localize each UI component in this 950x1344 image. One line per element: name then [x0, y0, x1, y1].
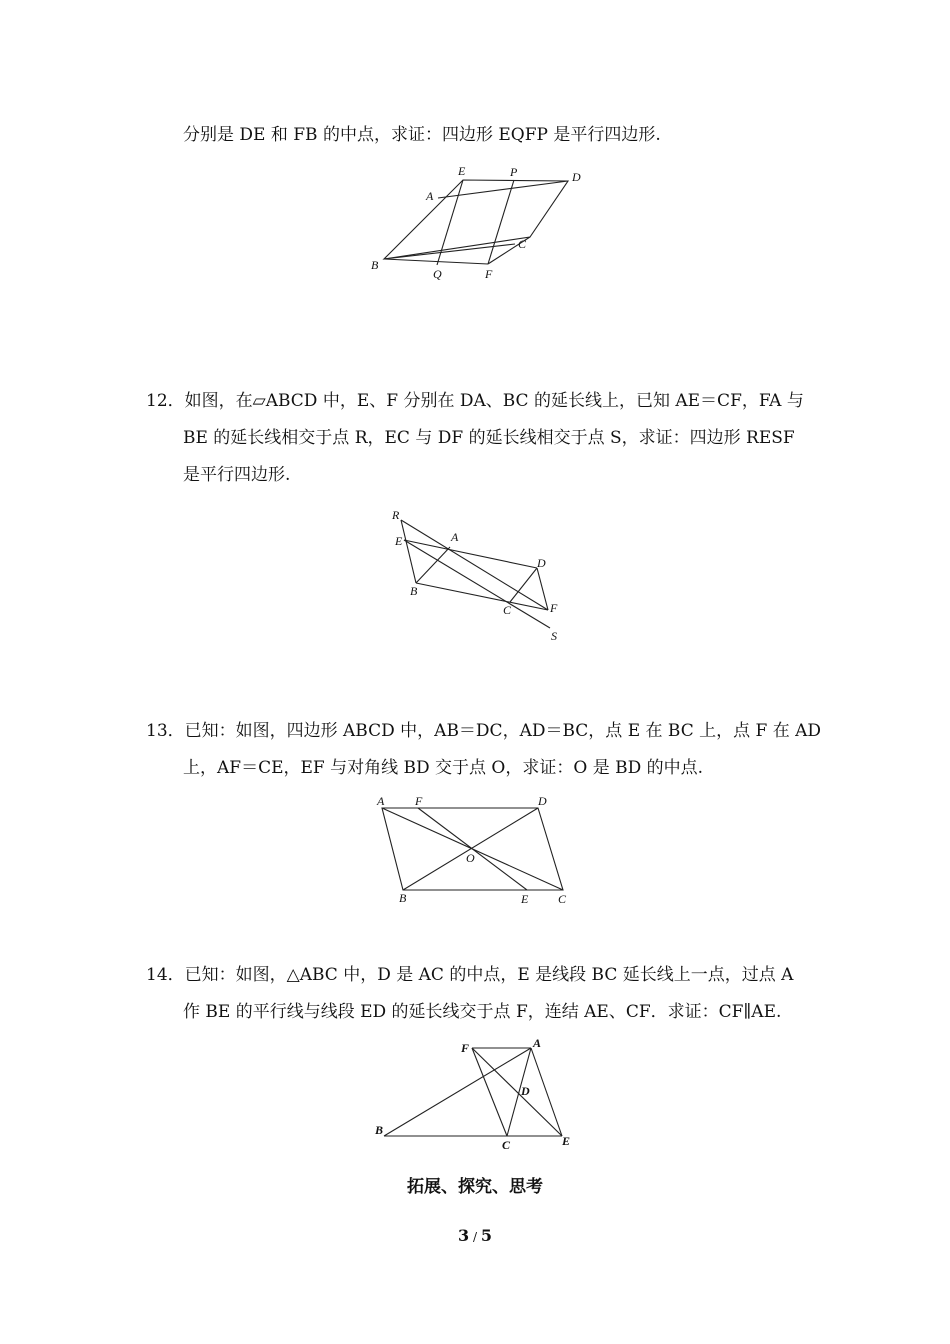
q13-label-E: E [521, 892, 529, 906]
q14-text-line2: 作 BE 的平行线与线段 ED 的延长线交于点 F，连结 AE、CF．求证：CF∥AE. [183, 1002, 782, 1022]
q12-segment-ED [404, 540, 537, 568]
q14-segment-FE [472, 1048, 562, 1136]
q11-parallelogram-outer [384, 180, 568, 259]
q12-segment-ES [404, 540, 550, 628]
q14-segment-AB [384, 1048, 531, 1136]
q13-label-B: B [399, 891, 407, 905]
q12-label-D: D [537, 556, 546, 570]
q12-label-R: R [392, 508, 400, 522]
q12-figure [385, 505, 570, 645]
q14-label-B: B [375, 1123, 384, 1137]
q12-label-S: S [551, 629, 557, 643]
section-title: 拓展、探究、思考 [407, 1177, 543, 1197]
q14-label-A: A [533, 1036, 542, 1050]
q13-figure [370, 792, 580, 907]
q12-segment-RF [401, 520, 548, 610]
q11-segment-PF [488, 180, 514, 264]
q12-label-E: E [395, 534, 403, 548]
q14-segment-FC [472, 1048, 507, 1136]
q13-label-C: C [558, 892, 567, 906]
q11-label-Q: Q [433, 267, 442, 281]
q11-text: 分别是 DE 和 FB 的中点，求证：四边形 EQFP 是平行四边形. [183, 125, 661, 145]
q11-label-C: C [518, 237, 527, 251]
q14-label-D: D [521, 1084, 530, 1098]
q11-label-F: F [485, 267, 493, 281]
q12-label-B: B [410, 584, 418, 598]
q11-label-E: E [458, 164, 466, 178]
q13-label-A: A [377, 794, 385, 808]
q11-label-P: P [510, 165, 518, 179]
q11-label-B: B [371, 258, 379, 272]
page-footer: 3 / 5 [458, 1226, 492, 1245]
q13-text-line1: 13．已知：如图，四边形 ABCD 中，AB＝DC，AD＝BC，点 E 在 BC 上，点 F 在 AD [146, 721, 822, 741]
q14-figure [370, 1032, 580, 1154]
q12-label-A: A [451, 530, 459, 544]
q11-segment-BC [384, 244, 515, 259]
q13-label-O: O [466, 851, 475, 865]
q12-label-F: F [550, 601, 558, 615]
q14-label-C: C [502, 1138, 511, 1152]
q11-figure [360, 160, 600, 285]
q12-label-C: C [503, 603, 512, 617]
q13-segment-FE [418, 808, 527, 890]
q11-label-D: D [572, 170, 581, 184]
q12-text-line3: 是平行四边形. [183, 465, 291, 485]
q13-label-F: F [415, 794, 423, 808]
q12-segment-DC [510, 568, 537, 602]
q12-segment-RB [401, 520, 416, 583]
q14-label-E: E [562, 1134, 571, 1148]
q13-text-line2: 上，AF＝CE，EF 与对角线 BD 交于点 O，求证：O 是 BD 的中点. [183, 758, 704, 778]
q14-label-F: F [461, 1041, 470, 1055]
page-number: 3 [458, 1226, 470, 1245]
page-total: 5 [480, 1226, 492, 1245]
q13-label-D: D [538, 794, 547, 808]
q11-segment-AD [438, 181, 568, 198]
q14-text-line1: 14．已知：如图，△ABC 中，D 是 AC 的中点，E 是线段 BC 延长线上一点，过点 A [146, 965, 794, 985]
q11-label-A: A [426, 189, 434, 203]
q12-text-line1: 12．如图，在▱ABCD 中，E、F 分别在 DA、BC 的延长线上，已知 AE＝CF，FA 与 [146, 391, 804, 411]
q13-diagonal-BD [403, 808, 538, 890]
q14-segment-AE [531, 1048, 562, 1136]
q12-text-line2: BE 的延长线相交于点 R，EC 与 DF 的延长线相交于点 S，求证：四边形 RESF [183, 428, 795, 448]
q11-segment-BF [384, 259, 488, 264]
